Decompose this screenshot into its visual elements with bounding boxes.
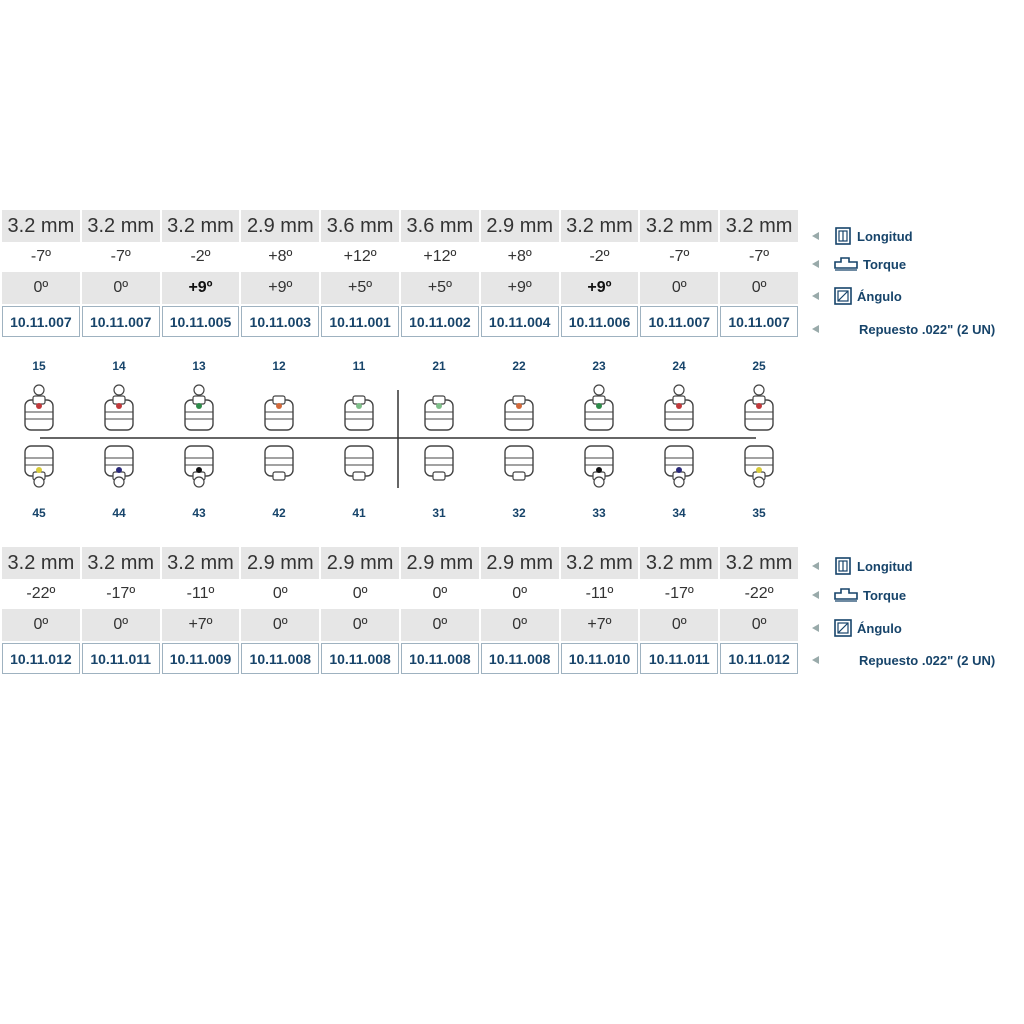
bracket-wing	[353, 396, 365, 404]
triangle-icon	[812, 656, 819, 664]
bracket-hook	[674, 477, 684, 487]
lower-angle-cell: 0º	[401, 609, 479, 641]
upper-torque-cell: -2º	[162, 242, 240, 272]
torque-icon	[833, 585, 859, 605]
color-dot	[516, 403, 522, 409]
color-dot	[196, 467, 202, 473]
bracket-hook	[594, 385, 604, 395]
lower-angle-cell: +7º	[162, 609, 240, 641]
lower-bracket	[505, 446, 533, 480]
upper-bracket	[265, 396, 293, 430]
bracket-hook	[754, 477, 764, 487]
legend-spare	[812, 650, 1024, 670]
upper-code-cell: 10.11.001	[321, 306, 399, 337]
upper-code-cell: 10.11.007	[640, 306, 718, 337]
tooth-number: 24	[672, 359, 686, 373]
lower-torque-cell: -17º	[82, 579, 160, 609]
lower-torque-cell: 0º	[481, 579, 559, 609]
upper-angle-cell: 0º	[720, 272, 798, 304]
lower-bracket	[585, 446, 613, 487]
bracket-wing	[593, 396, 605, 404]
upper-code-cell: 10.11.004	[481, 306, 559, 337]
bracket-wing	[353, 472, 365, 480]
lower-bracket	[665, 446, 693, 487]
angle-icon	[833, 618, 853, 638]
lower-torque-row	[2, 579, 800, 609]
triangle-icon	[812, 591, 819, 599]
bracket-hook	[594, 477, 604, 487]
upper-bracket	[745, 385, 773, 430]
upper-angle-cell: 0º	[2, 272, 80, 304]
lower-length-cell: 3.2 mm	[561, 547, 639, 579]
upper-angle-cell: +5º	[401, 272, 479, 304]
tooth-number: 33	[592, 506, 606, 520]
lower-torque-cell: -22º	[720, 579, 798, 609]
lower-angle-cell: 0º	[241, 609, 319, 641]
color-dot	[436, 403, 442, 409]
lower-angle-cell: 0º	[321, 609, 399, 641]
lower-angle-cell: 0º	[640, 609, 718, 641]
lower-bracket	[105, 446, 133, 487]
bracket-wing	[193, 396, 205, 404]
upper-length-cell: 3.2 mm	[162, 210, 240, 242]
bracket-hook	[34, 477, 44, 487]
bracket-wing	[513, 472, 525, 480]
color-dot	[756, 467, 762, 473]
upper-torque-cell: -7º	[82, 242, 160, 272]
color-dot	[676, 467, 682, 473]
upper-angle-cell: +5º	[321, 272, 399, 304]
triangle-icon	[812, 232, 819, 240]
lower-bracket	[25, 446, 53, 487]
torque-icon	[833, 254, 859, 274]
legend-spare	[812, 319, 1024, 339]
tooth-number: 22	[512, 359, 526, 373]
upper-torque-cell: -7º	[2, 242, 80, 272]
lower-torque-cell: -17º	[640, 579, 718, 609]
tooth-number: 45	[32, 506, 46, 520]
tooth-number: 14	[112, 359, 126, 373]
lower-bracket	[345, 446, 373, 480]
upper-length-cell: 3.2 mm	[561, 210, 639, 242]
legend-length-label: Longitud	[857, 228, 913, 244]
upper-bracket	[185, 385, 213, 430]
bracket-diagram	[0, 350, 800, 530]
tooth-number: 41	[352, 506, 366, 520]
upper-bracket	[665, 385, 693, 430]
tooth-number: 23	[592, 359, 606, 373]
angle-icon	[833, 286, 853, 306]
lower-angle-cell: 0º	[481, 609, 559, 641]
upper-torque-cell: -7º	[640, 242, 718, 272]
lower-length-cell: 2.9 mm	[321, 547, 399, 579]
color-dot	[356, 403, 362, 409]
lower-length-cell: 2.9 mm	[481, 547, 559, 579]
upper-bracket	[345, 396, 373, 430]
bracket-hook	[194, 477, 204, 487]
color-dot	[196, 403, 202, 409]
triangle-icon	[812, 562, 819, 570]
lower-angle-cell: 0º	[720, 609, 798, 641]
upper-bracket	[425, 396, 453, 430]
color-dot	[116, 467, 122, 473]
upper-length-cell: 3.2 mm	[2, 210, 80, 242]
upper-bracket	[505, 396, 533, 430]
upper-torque-row	[2, 242, 800, 272]
legend-length	[812, 556, 1024, 576]
lower-code-cell: 10.11.011	[640, 643, 718, 674]
lower-angle-cell: 0º	[82, 609, 160, 641]
upper-torque-cell: +12º	[401, 242, 479, 272]
legend-torque	[812, 254, 1024, 274]
upper-length-cell: 2.9 mm	[481, 210, 559, 242]
upper-code-cell: 10.11.003	[241, 306, 319, 337]
lower-torque-cell: 0º	[401, 579, 479, 609]
bracket-wing	[433, 472, 445, 480]
bracket-wing	[113, 396, 125, 404]
lower-bracket	[185, 446, 213, 487]
tooth-number: 34	[672, 506, 686, 520]
lower-angle-cell: +7º	[561, 609, 639, 641]
legend-length	[812, 226, 1024, 246]
upper-code-row	[2, 306, 800, 337]
color-dot	[596, 467, 602, 473]
bracket-hook	[754, 385, 764, 395]
legend-torque	[812, 585, 1024, 605]
bracket-wing	[273, 396, 285, 404]
bracket-wing	[433, 396, 445, 404]
upper-code-cell: 10.11.006	[561, 306, 639, 337]
upper-angle-cell: +9º	[481, 272, 559, 304]
upper-angle-cell: 0º	[640, 272, 718, 304]
tooth-number: 44	[112, 506, 126, 520]
tooth-number: 11	[352, 359, 366, 373]
upper-angle-cell: +9º	[241, 272, 319, 304]
color-dot	[276, 403, 282, 409]
triangle-icon	[812, 325, 819, 333]
bracket-wing	[33, 396, 45, 404]
lower-bracket	[265, 446, 293, 480]
legend-spare-label: Repuesto .022" (2 UN)	[859, 321, 996, 337]
tooth-number: 32	[512, 506, 526, 520]
lower-length-cell: 3.2 mm	[640, 547, 718, 579]
upper-code-cell: 10.11.005	[162, 306, 240, 337]
color-dot	[596, 403, 602, 409]
lower-code-cell: 10.11.011	[82, 643, 160, 674]
lower-torque-cell: -22º	[2, 579, 80, 609]
legend-torque-label: Torque	[863, 256, 907, 272]
bracket-wing	[753, 396, 765, 404]
bracket-hook	[674, 385, 684, 395]
upper-angle-row	[2, 272, 800, 304]
upper-torque-cell: +8º	[241, 242, 319, 272]
lower-bracket	[425, 446, 453, 480]
upper-code-cell: 10.11.007	[2, 306, 80, 337]
upper-angle-cell: 0º	[82, 272, 160, 304]
tooth-number: 13	[192, 359, 206, 373]
lower-code-cell: 10.11.012	[720, 643, 798, 674]
upper-code-cell: 10.11.007	[82, 306, 160, 337]
lower-length-cell: 3.2 mm	[2, 547, 80, 579]
lower-code-cell: 10.11.010	[561, 643, 639, 674]
bracket-hook	[114, 385, 124, 395]
legend-spare-label: Repuesto .022" (2 UN)	[859, 652, 996, 668]
bracket-wing	[673, 396, 685, 404]
tooth-number: 43	[192, 506, 206, 520]
upper-torque-cell: +12º	[321, 242, 399, 272]
upper-angle-cell: +9º	[561, 272, 639, 304]
triangle-icon	[812, 260, 819, 268]
lower-code-cell: 10.11.008	[481, 643, 559, 674]
color-dot	[116, 403, 122, 409]
upper-torque-cell: +8º	[481, 242, 559, 272]
lower-angle-cell: 0º	[2, 609, 80, 641]
tooth-number: 31	[432, 506, 446, 520]
lower-length-cell: 3.2 mm	[162, 547, 240, 579]
lower-length-row	[2, 547, 800, 579]
lower-length-cell: 3.2 mm	[720, 547, 798, 579]
legend-length-label: Longitud	[857, 558, 913, 574]
bracket-wing	[513, 396, 525, 404]
lower-table	[2, 547, 800, 674]
tooth-number: 25	[752, 359, 766, 373]
lower-code-cell: 10.11.008	[241, 643, 319, 674]
lower-bracket	[745, 446, 773, 487]
lower-code-cell: 10.11.012	[2, 643, 80, 674]
legend-torque-label: Torque	[863, 587, 907, 603]
upper-length-cell: 3.2 mm	[720, 210, 798, 242]
lower-torque-cell: -11º	[162, 579, 240, 609]
upper-torque-cell: -7º	[720, 242, 798, 272]
lower-torque-cell: -11º	[561, 579, 639, 609]
color-dot	[676, 403, 682, 409]
upper-bracket	[25, 385, 53, 430]
upper-length-cell: 2.9 mm	[241, 210, 319, 242]
legend-angle-label: Ángulo	[857, 288, 902, 304]
lower-length-cell: 2.9 mm	[241, 547, 319, 579]
legend-angle	[812, 618, 1024, 638]
bracket-hook	[194, 385, 204, 395]
tooth-number: 15	[32, 359, 46, 373]
bracket-hook	[34, 385, 44, 395]
lower-length-cell: 2.9 mm	[401, 547, 479, 579]
length-icon	[833, 226, 853, 246]
tooth-number: 42	[272, 506, 286, 520]
lower-code-row	[2, 643, 800, 674]
legend-angle	[812, 286, 1024, 306]
upper-bracket	[105, 385, 133, 430]
upper-length-row	[2, 210, 800, 242]
lower-code-cell: 10.11.008	[321, 643, 399, 674]
bracket-diagram-svg	[0, 350, 800, 530]
color-dot	[36, 467, 42, 473]
bracket-hook	[114, 477, 124, 487]
lower-code-cell: 10.11.008	[401, 643, 479, 674]
bracket-wing	[273, 472, 285, 480]
upper-torque-cell: -2º	[561, 242, 639, 272]
upper-length-cell: 3.2 mm	[640, 210, 718, 242]
tooth-number: 12	[272, 359, 286, 373]
upper-code-cell: 10.11.007	[720, 306, 798, 337]
upper-length-cell: 3.6 mm	[321, 210, 399, 242]
color-dot	[36, 403, 42, 409]
upper-angle-cell: +9º	[162, 272, 240, 304]
lower-angle-row	[2, 609, 800, 641]
lower-torque-cell: 0º	[321, 579, 399, 609]
lower-torque-cell: 0º	[241, 579, 319, 609]
lower-code-cell: 10.11.009	[162, 643, 240, 674]
tooth-number: 35	[752, 506, 766, 520]
upper-table	[2, 210, 800, 337]
upper-length-cell: 3.2 mm	[82, 210, 160, 242]
length-icon	[833, 556, 853, 576]
triangle-icon	[812, 292, 819, 300]
lower-length-cell: 3.2 mm	[82, 547, 160, 579]
upper-bracket	[585, 385, 613, 430]
color-dot	[756, 403, 762, 409]
tooth-number: 21	[432, 359, 446, 373]
upper-code-cell: 10.11.002	[401, 306, 479, 337]
upper-length-cell: 3.6 mm	[401, 210, 479, 242]
triangle-icon	[812, 624, 819, 632]
legend-angle-label: Ángulo	[857, 620, 902, 636]
